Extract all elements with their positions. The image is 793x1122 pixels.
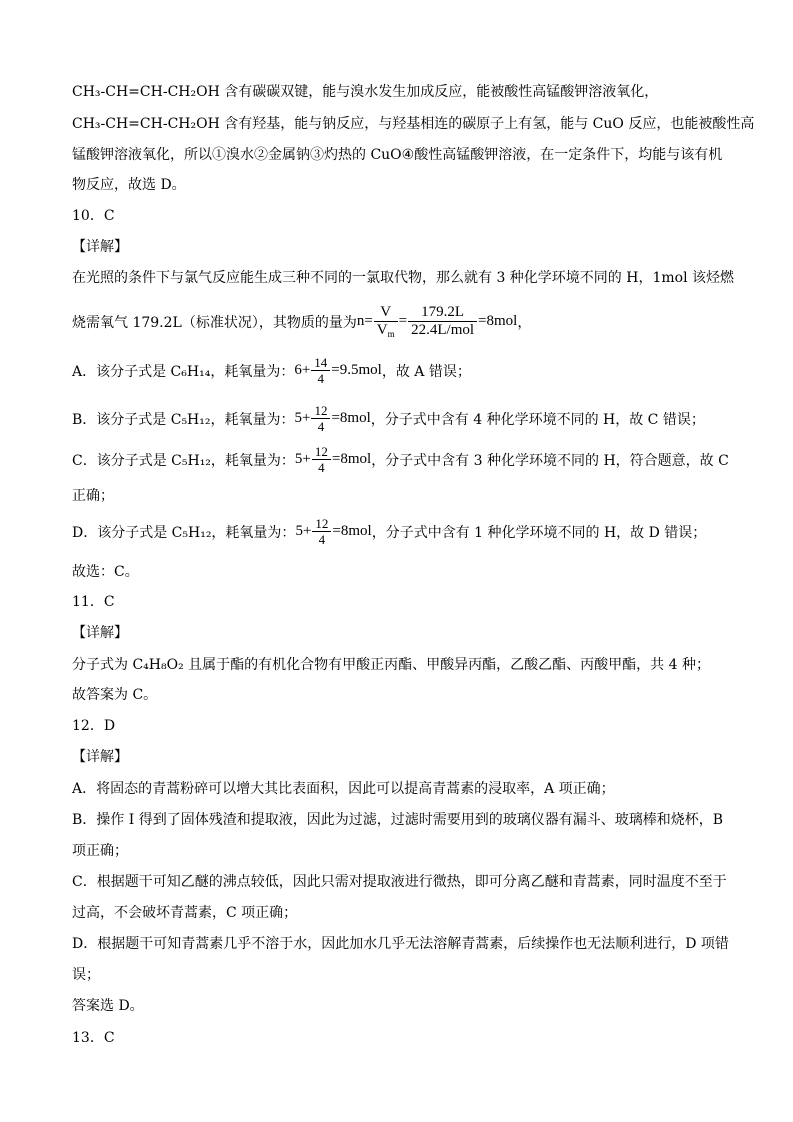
q10-answer: 10．C (72, 208, 115, 224)
option-c-fraction (312, 444, 331, 475)
option-a-conclusion: ，故 A 错误； (381, 363, 471, 380)
q12-option-a: A．将固态的青蒿粉碎可以增大其比表面积，因此可以提高青蒿素的浸取率，A 项正确； (72, 781, 615, 797)
option-a-fraction (311, 355, 330, 386)
q12-final-answer: 答案选 D。 (72, 998, 144, 1014)
q10-moles-formula-line (72, 304, 531, 339)
fraction-numerator-v: V (380, 304, 392, 320)
q12-option-b-line-1: B．操作 I 得到了固体残渣和提取液，因此为过滤，过滤时需要用到的玻璃仪器有漏斗、玻璃棒和烧杯，B (72, 812, 724, 828)
v-over-vm-fraction (374, 304, 398, 339)
option-d-base: 5+ (295, 523, 312, 539)
q10-option-c (72, 444, 729, 475)
q11-line-2: 故答案为 C。 (72, 687, 158, 703)
q10-option-c-continuation: 正确； (72, 488, 114, 504)
q10-final-answer: 故选：C。 (72, 564, 139, 580)
option-a-base: 6+ (294, 362, 311, 378)
q10-option-a (72, 355, 471, 386)
q11-line-1: 分子式为 C₄H₈O₂ 且属于酯的有机化合物有甲酸正丙酯、甲酸异丙酯，乙酸乙酯、丙酸甲酯，共 4 种； (72, 657, 710, 673)
volume-over-molar-volume-fraction (408, 304, 477, 339)
q11-answer: 11．C (72, 594, 115, 610)
q10-line-2-suffix: ， (517, 314, 532, 331)
q10-option-d (72, 516, 706, 547)
option-c-base: 5+ (294, 451, 311, 467)
vm-symbol: V (376, 322, 388, 338)
q9-explanation-line-1: CH₃-CH=CH-CH₂OH 含有碳碳双键，能与溴水发生加成反应，能被酸性高锰酸钾溶液氧化， (72, 84, 659, 100)
option-a-numerator: 14 (314, 355, 328, 370)
n-equals: n= (356, 313, 373, 329)
option-d-numerator: 12 (315, 516, 329, 531)
vm-subscript: m (387, 329, 395, 339)
fraction-denominator-vm (374, 321, 398, 339)
option-a-result: =9.5mol (331, 362, 382, 378)
option-c-denominator: 4 (312, 459, 331, 475)
moles-result: =8mol (478, 313, 518, 329)
q10-line-2-text: 烧需氧气 179.2L（标准状况），其物质的量为 (72, 314, 357, 331)
option-b-numerator: 12 (314, 403, 328, 418)
option-b-base: 5+ (294, 410, 311, 426)
option-c-conclusion: ，分子式中含有 3 种化学环境不同的 H，符合题意，故 C (371, 452, 729, 469)
q9-explanation-line-4: 物反应，故选 D。 (72, 177, 186, 193)
option-d-conclusion: ，分子式中含有 1 种化学环境不同的 H，故 D 错误； (371, 524, 707, 541)
option-c-result: =8mol (331, 451, 372, 467)
equals-sign: = (398, 313, 408, 329)
fraction-denominator-molar-volume: 22.4L/mol (408, 321, 477, 339)
option-b-text: B．该分子式是 C₅H₁₂，耗氧量为： (72, 411, 295, 428)
q9-explanation-line-3: 锰酸钾溶液氧化，所以①溴水②金属钠③灼热的 CuO④酸性高锰酸钾溶液，在一定条件下，均能与该有机 (72, 147, 723, 163)
q12-option-d-line-1: D．根据题干可知青蒿素几乎不溶于水，因此加水几乎无法溶解青蒿素，后续操作也无法顺利进行，D 项错 (72, 936, 729, 952)
option-c-text: C．该分子式是 C₅H₁₂，耗氧量为： (72, 452, 295, 469)
option-d-result: =8mol (332, 523, 372, 539)
option-b-result: =8mol (331, 410, 371, 426)
option-b-conclusion: ，分子式中含有 4 种化学环境不同的 H，故 C 错误； (370, 411, 705, 428)
option-b-fraction (311, 403, 330, 434)
fraction-numerator-volume: 179.2L (421, 304, 465, 320)
q12-detail-heading: 【详解】 (72, 749, 128, 765)
q10-line-1: 在光照的条件下与氯气反应能生成三种不同的一氯取代物，那么就有 3 种化学环境不同的 H，1mol 该烃燃 (72, 270, 735, 286)
option-d-denominator: 4 (312, 531, 331, 547)
option-d-text: D．该分子式是 C₅H₁₂，耗氧量为： (72, 524, 296, 541)
option-c-numerator: 12 (314, 444, 328, 459)
q10-option-b (72, 403, 705, 434)
option-a-denominator: 4 (311, 370, 330, 386)
q12-answer: 12．D (72, 718, 116, 734)
q13-answer: 13．C (72, 1030, 115, 1046)
option-a-text: A．该分子式是 C₆H₁₄，耗氧量为： (72, 363, 295, 380)
option-b-denominator: 4 (311, 418, 330, 434)
q10-detail-heading: 【详解】 (72, 239, 128, 255)
option-d-fraction (312, 516, 331, 547)
q9-explanation-line-2: CH₃-CH=CH-CH₂OH 含有羟基，能与钠反应，与羟基相连的碳原子上有氢，能与 CuO 反应，也能被酸性高 (72, 116, 755, 132)
q11-detail-heading: 【详解】 (72, 625, 128, 641)
q12-option-d-line-2: 误； (72, 967, 100, 983)
q12-option-c-line-1: C．根据题干可知乙醚的沸点较低，因此只需对提取液进行微热，即可分离乙醚和青蒿素，同时温度不至于 (72, 874, 727, 890)
q12-option-c-line-2: 过高，不会破坏青蒿素，C 项正确； (72, 905, 298, 921)
q12-option-b-line-2: 项正确； (72, 843, 128, 859)
